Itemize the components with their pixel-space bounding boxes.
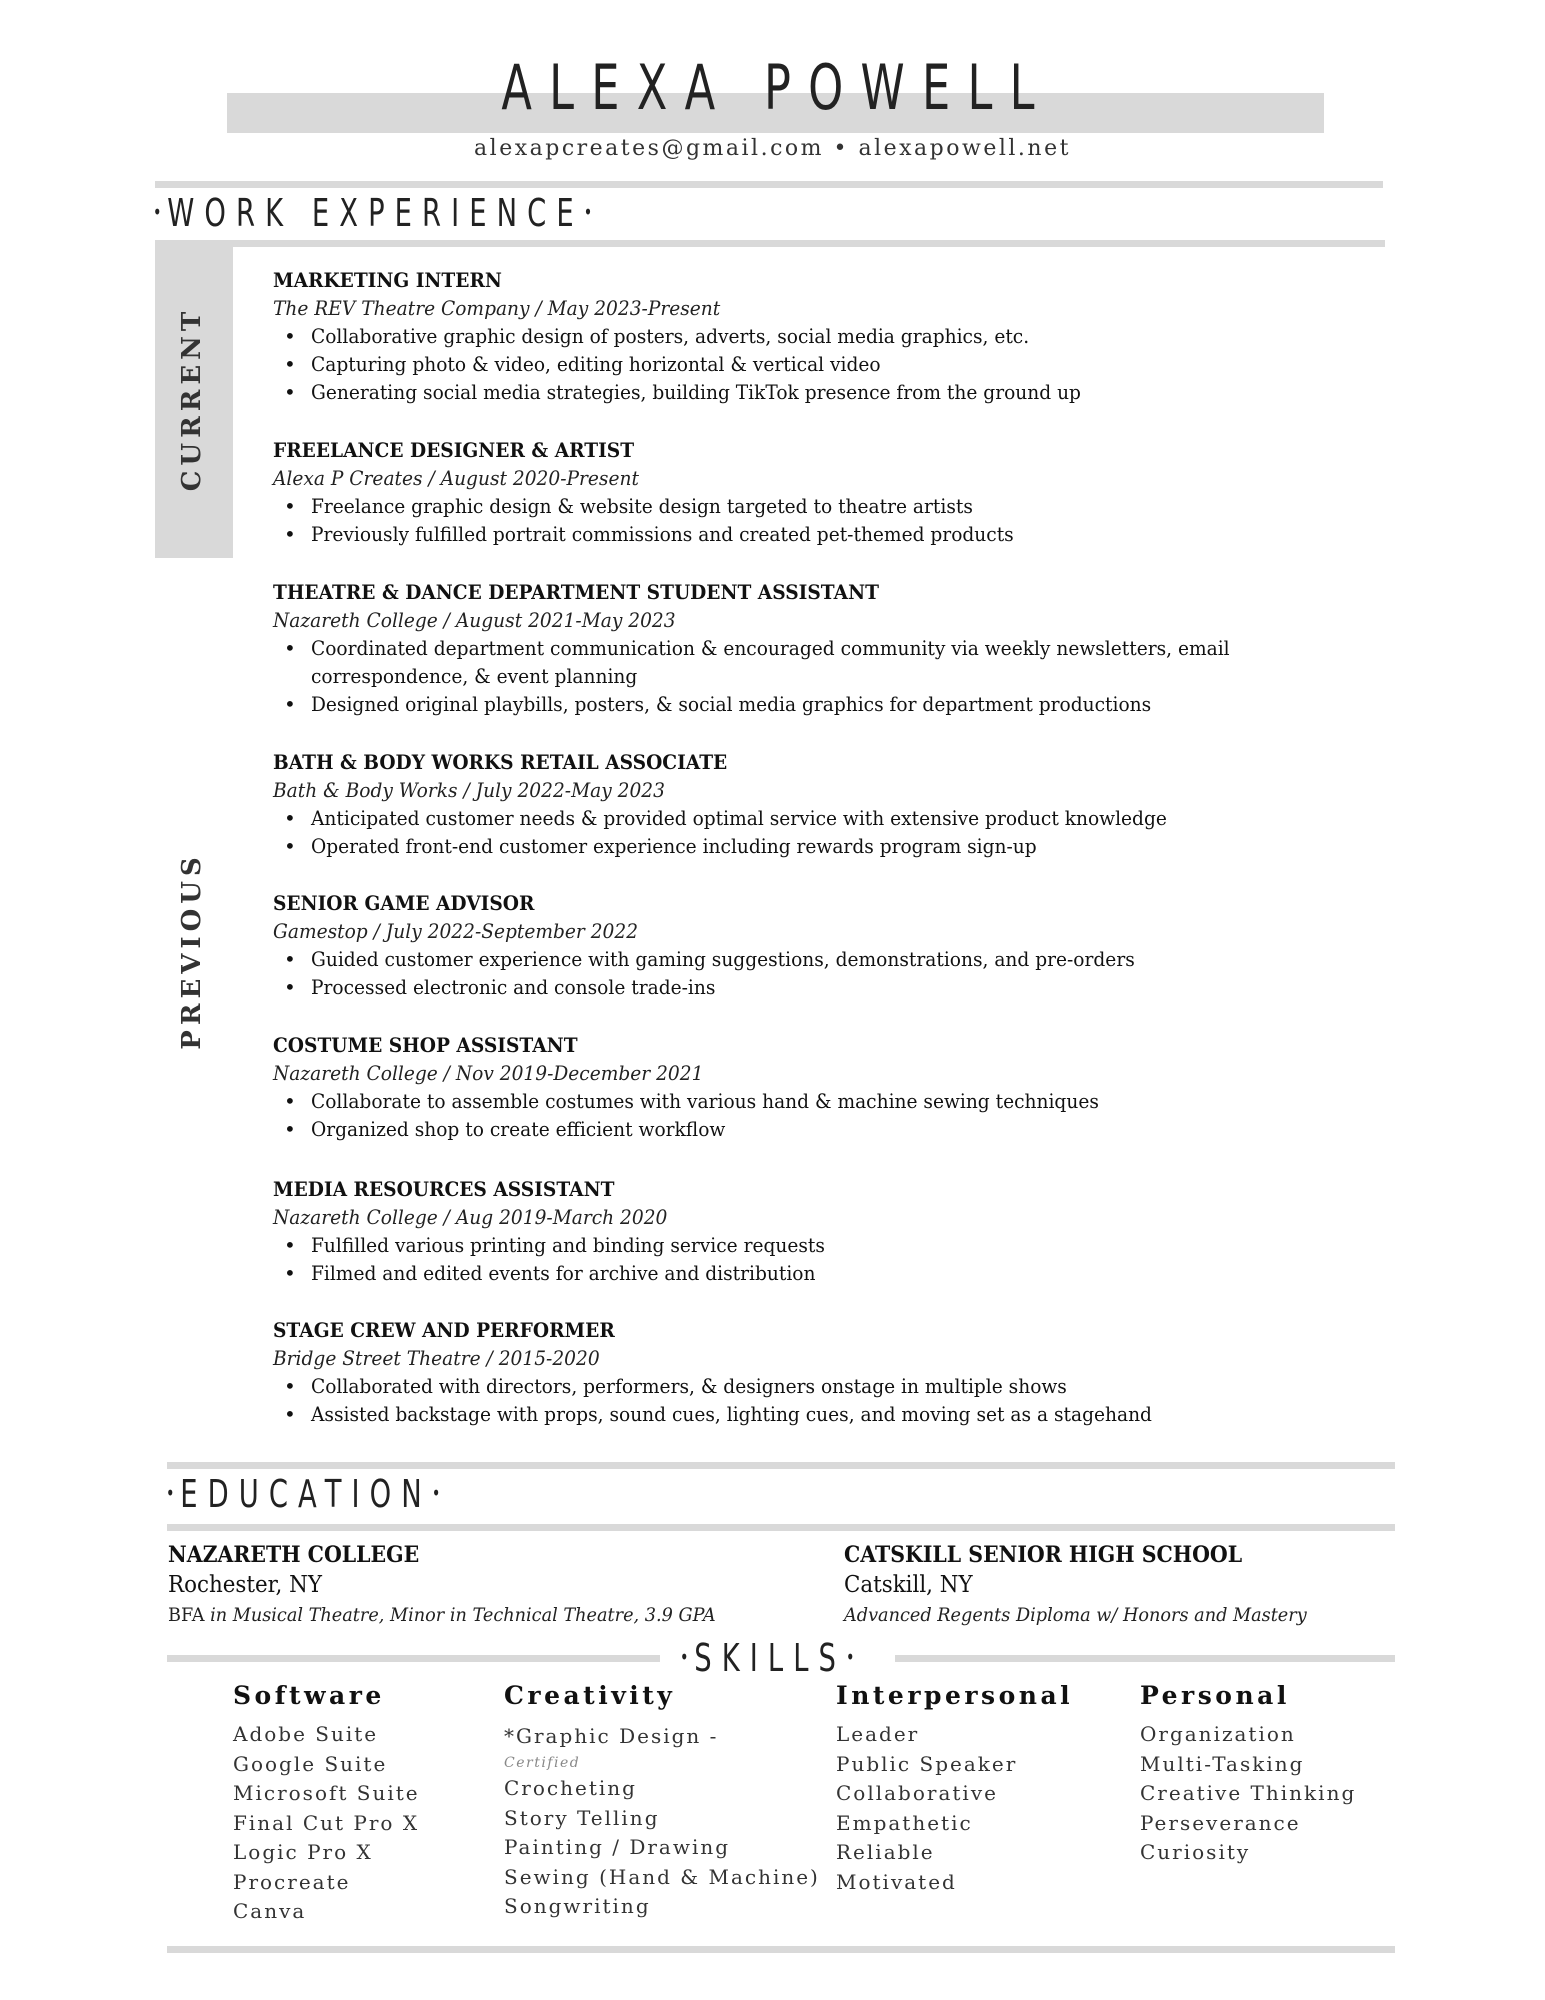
divider-rule [155,240,1385,247]
job-bullets [273,634,1373,718]
divider-rule [155,181,1383,188]
skill-item: Crocheting [504,1776,637,1800]
job-entry [273,889,1373,1001]
skill-item: Logic Pro X [233,1840,373,1864]
skill-column-software [233,1676,420,1927]
skill-item: Perseverance [1140,1810,1301,1835]
school-location: Rochester, NY [168,1572,322,1598]
job-bullet: • Filmed and edited events for archive and distribution [273,1259,1373,1287]
skill-item: *Graphic Design - [504,1724,719,1748]
job-entry [273,436,1373,548]
education-entry [844,1540,1342,1630]
job-bullets [273,1231,1373,1287]
current-label: CURRENT [177,306,207,492]
job-bullets [273,1087,1373,1143]
job-entry [273,748,1373,860]
job-bullets [273,322,1373,406]
school-degree: Advanced Regents Diploma w/ Honors and Mastery [844,1604,1307,1626]
bullet-dot-icon: • [845,1644,861,1669]
job-subtitle: Bridge Street Theatre / 2015-2020 [273,1346,600,1370]
section-title-skills-text: SKILLS [694,1636,846,1680]
job-bullet: • Freelance graphic design & website design targeted to theatre artists [273,492,1373,520]
skill-item: Creative Thinking [1140,1781,1357,1805]
job-bullet: • Fulfilled various printing and binding service requests [273,1231,1373,1259]
skill-item: Adobe Suite [233,1722,379,1746]
job-entry [273,1316,1373,1428]
bullet-dot-icon: • [431,1480,447,1505]
skill-item: Songwriting [504,1894,651,1918]
skill-certified-note: Certified [504,1755,581,1771]
bullet-dot-icon: • [583,199,598,224]
candidate-name: ALEXA POWELL [501,51,1052,124]
school-degree: BFA in Musical Theatre, Minor in Technical Theatre, 3.9 GPA [168,1604,716,1626]
skill-item: Final Cut Pro X [233,1810,420,1835]
job-bullets [273,945,1373,1001]
skill-heading: Interpersonal [836,1681,1074,1710]
job-entry [273,578,1373,718]
job-entry [273,266,1373,406]
skill-item: Empathetic [836,1810,973,1835]
job-bullet: • Collaborate to assemble costumes with various hand & machine sewing techniques [273,1087,1373,1115]
school-location: Catskill, NY [844,1572,973,1598]
school-name: NAZARETH COLLEGE [168,1542,420,1568]
job-title: BATH & BODY WORKS RETAIL ASSOCIATE [273,750,728,774]
divider-rule [167,1524,1395,1531]
job-entry [273,1031,1373,1143]
job-title: THEATRE & DANCE DEPARTMENT STUDENT ASSISTANT [273,580,879,604]
section-title-education [166,1472,446,1519]
education-entry [168,1540,757,1630]
job-bullet: • Designed original playbills, posters, & social media graphics for department productions [273,690,1373,718]
skill-item: Canva [233,1899,307,1923]
skill-item: Story Telling [504,1805,660,1830]
skill-item: Multi-Tasking [1140,1751,1305,1776]
job-title: STAGE CREW AND PERFORMER [273,1318,615,1342]
skill-item: Public Speaker [836,1751,1018,1776]
job-subtitle: Nazareth College / Aug 2019-March 2020 [273,1205,668,1229]
previous-label: PREVIOUS [177,852,207,1050]
skill-item: Reliable [836,1840,935,1864]
job-title: MARKETING INTERN [273,268,502,292]
skill-item: Microsoft Suite [233,1781,420,1805]
skill-column-creativity [504,1676,820,1922]
skill-heading: Software [233,1681,385,1710]
job-bullet: • Assisted backstage with props, sound cues, lighting cues, and moving set as a stagehand [273,1400,1373,1428]
divider-rule [167,1462,1395,1469]
job-bullet: • Coordinated department communication & encouraged community via weekly newsletters, email correspondence, & event planning [273,634,1373,690]
job-bullet: • Processed electronic and console trade-ins [273,973,1373,1001]
job-bullet: • Generating social media strategies, building TikTok presence from the ground up [273,378,1373,406]
bullet-dot-icon: • [153,199,168,224]
job-title: FREELANCE DESIGNER & ARTIST [273,438,635,462]
job-title: SENIOR GAME ADVISOR [273,891,535,915]
school-name: CATSKILL SENIOR HIGH SCHOOL [844,1542,1243,1568]
skill-heading: Personal [1140,1681,1290,1710]
job-title: MEDIA RESOURCES ASSISTANT [273,1177,615,1201]
job-subtitle: The REV Theatre Company / May 2023-Present [273,296,721,320]
section-title-work-text: WORK EXPERIENCE [167,191,584,235]
job-subtitle: Nazareth College / August 2021-May 2023 [273,608,676,632]
section-title-work [153,191,598,238]
job-subtitle: Alexa P Creates / August 2020-Present [273,466,639,490]
bullet-dot-icon: • [680,1644,695,1669]
divider-rule [167,1946,1395,1953]
section-title-education-text: EDUCATION [180,1472,432,1516]
skill-column-interpersonal [836,1676,1073,1897]
job-bullets [273,492,1373,548]
job-bullet: • Operated front-end customer experience including rewards program sign-up [273,832,1373,860]
skill-item: Painting / Drawing [504,1835,731,1859]
job-bullet: • Collaborative graphic design of posters, adverts, social media graphics, etc. [273,322,1373,350]
job-bullet: • Capturing photo & video, editing horizontal & vertical video [273,350,1373,378]
skill-item: Motivated [836,1869,957,1894]
job-subtitle: Gamestop / July 2022-September 2022 [273,919,639,943]
skill-item: Procreate [233,1869,351,1894]
job-bullet: • Organized shop to create efficient workflow [273,1115,1373,1143]
skill-column-personal [1140,1676,1356,1868]
skill-item: Sewing (Hand & Machine) [504,1864,820,1889]
job-bullets [273,804,1373,860]
skill-item: Organization [1140,1722,1296,1746]
skill-item: Curiosity [1140,1840,1251,1864]
job-subtitle: Bath & Body Works / July 2022-May 2023 [273,778,665,802]
skill-item: Google Suite [233,1751,388,1776]
job-subtitle: Nazareth College / Nov 2019-December 2021 [273,1061,704,1085]
skill-item: Collaborative [836,1781,998,1805]
skill-item: Leader [836,1722,920,1746]
bullet-dot-icon: • [166,1480,181,1505]
job-bullet: • Collaborated with directors, performers, & designers onstage in multiple shows [273,1372,1373,1400]
job-bullets [273,1372,1373,1428]
job-bullet: • Previously fulfilled portrait commissions and created pet-themed products [273,520,1373,548]
job-title: COSTUME SHOP ASSISTANT [273,1033,578,1057]
job-bullet: • Anticipated customer needs & provided optimal service with extensive product knowledge [273,804,1373,832]
job-entry [273,1175,1373,1287]
contact-info: alexapcreates@gmail.com • alexapowell.net [474,136,1071,161]
skill-heading: Creativity [504,1681,676,1710]
job-bullet: • Guided customer experience with gaming suggestions, demonstrations, and pre-orders [273,945,1373,973]
